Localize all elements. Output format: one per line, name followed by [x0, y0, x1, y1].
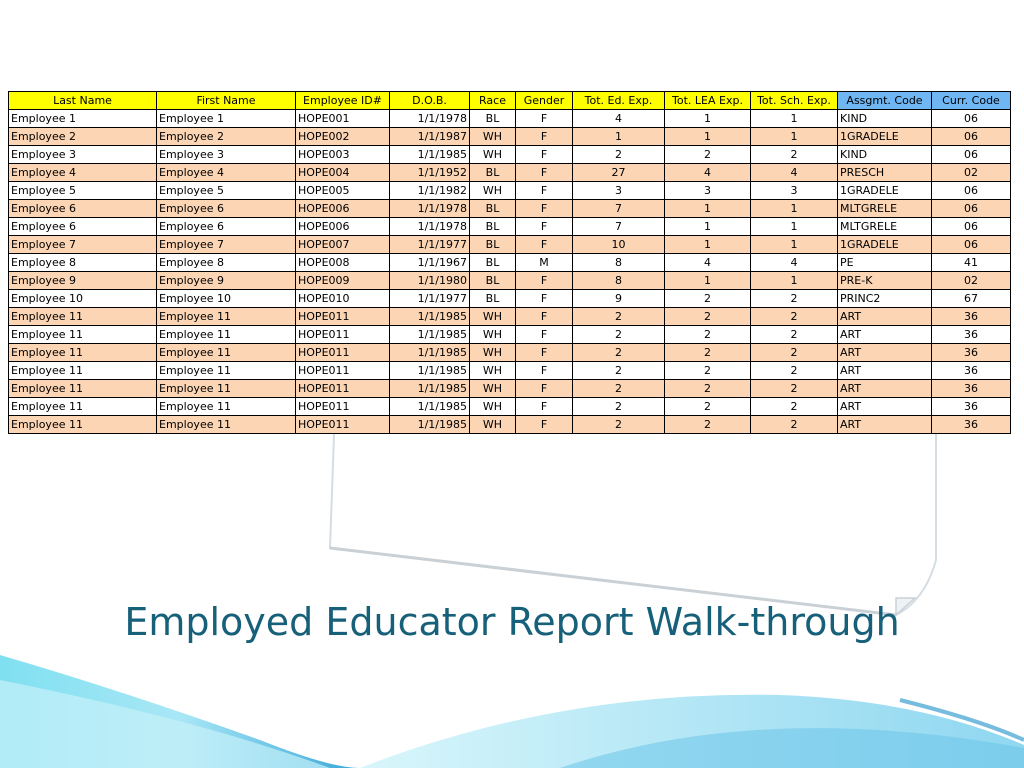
table-cell: F — [516, 290, 573, 308]
table-cell: 2 — [573, 344, 665, 362]
table-cell: 1/1/1985 — [390, 326, 470, 344]
table-cell: 2 — [665, 146, 751, 164]
table-row — [9, 146, 1011, 164]
table-cell: MLTGRELE — [838, 200, 932, 218]
table-cell: 1/1/1978 — [390, 110, 470, 128]
table-cell: 1GRADELE — [838, 182, 932, 200]
table-row — [9, 272, 1011, 290]
column-header: Assgmt. Code — [838, 92, 932, 110]
table-cell: 2 — [573, 380, 665, 398]
table-cell: F — [516, 362, 573, 380]
table-cell: 2 — [665, 362, 751, 380]
table-cell: HOPE010 — [296, 290, 390, 308]
table-cell: 9 — [573, 290, 665, 308]
table-cell: Employee 11 — [9, 380, 157, 398]
table-cell: WH — [470, 128, 516, 146]
table-cell: Employee 5 — [157, 182, 296, 200]
table-cell: Employee 11 — [157, 362, 296, 380]
table-row — [9, 128, 1011, 146]
table-cell: 1 — [751, 272, 838, 290]
table-cell: 2 — [665, 416, 751, 434]
table-cell: Employee 6 — [157, 218, 296, 236]
table-row — [9, 164, 1011, 182]
table-cell: Employee 1 — [157, 110, 296, 128]
table-row — [9, 110, 1011, 128]
table-cell: 36 — [932, 398, 1011, 416]
table-cell: 2 — [665, 344, 751, 362]
column-header: Employee ID# — [296, 92, 390, 110]
table-cell: 1/1/1978 — [390, 200, 470, 218]
table-cell: ART — [838, 398, 932, 416]
table-cell: ART — [838, 308, 932, 326]
table-row — [9, 326, 1011, 344]
table-cell: HOPE011 — [296, 326, 390, 344]
table-row — [9, 254, 1011, 272]
table-row — [9, 380, 1011, 398]
table-cell: F — [516, 146, 573, 164]
header-row — [9, 92, 1011, 110]
table-row — [9, 362, 1011, 380]
table-cell: 06 — [932, 110, 1011, 128]
table-cell: 2 — [665, 380, 751, 398]
table-cell: Employee 9 — [9, 272, 157, 290]
table-cell: 1 — [665, 110, 751, 128]
table-cell: 1 — [665, 128, 751, 146]
table-cell: 1GRADELE — [838, 128, 932, 146]
table-cell: WH — [470, 326, 516, 344]
table-row — [9, 398, 1011, 416]
table-cell: 1/1/1985 — [390, 146, 470, 164]
wave-graphic — [0, 655, 1024, 768]
table-cell: ART — [838, 344, 932, 362]
table-cell: 1/1/1985 — [390, 416, 470, 434]
table-cell: WH — [470, 380, 516, 398]
table-cell: Employee 11 — [157, 380, 296, 398]
table-cell: 67 — [932, 290, 1011, 308]
table-cell: HOPE003 — [296, 146, 390, 164]
table-cell: Employee 11 — [9, 362, 157, 380]
table-cell: 2 — [573, 308, 665, 326]
table-cell: 2 — [751, 416, 838, 434]
table-cell: 2 — [751, 326, 838, 344]
column-header: Tot. Sch. Exp. — [751, 92, 838, 110]
table-cell: 2 — [573, 398, 665, 416]
table-cell: 1 — [665, 200, 751, 218]
table-cell: Employee 11 — [157, 416, 296, 434]
table-cell: F — [516, 326, 573, 344]
table-cell: ART — [838, 362, 932, 380]
table-cell: 1 — [751, 200, 838, 218]
column-header: Curr. Code — [932, 92, 1011, 110]
table-cell: PRESCH — [838, 164, 932, 182]
table-cell: Employee 4 — [157, 164, 296, 182]
table-cell: Employee 2 — [157, 128, 296, 146]
table-cell: 10 — [573, 236, 665, 254]
table-cell: F — [516, 164, 573, 182]
table-cell: HOPE007 — [296, 236, 390, 254]
table-cell: F — [516, 128, 573, 146]
column-header: First Name — [157, 92, 296, 110]
table-cell: PE — [838, 254, 932, 272]
table-cell: 06 — [932, 182, 1011, 200]
table-cell: 1/1/1980 — [390, 272, 470, 290]
table-cell: 1/1/1977 — [390, 236, 470, 254]
table-cell: 1/1/1967 — [390, 254, 470, 272]
table-cell: BL — [470, 164, 516, 182]
table-cell: PRE-K — [838, 272, 932, 290]
table-cell: 8 — [573, 272, 665, 290]
table-cell: ART — [838, 326, 932, 344]
table-cell: 2 — [573, 326, 665, 344]
table-cell: 1 — [751, 236, 838, 254]
table-cell: 4 — [751, 254, 838, 272]
table-cell: KIND — [838, 146, 932, 164]
table-cell: Employee 6 — [157, 200, 296, 218]
table-cell: 1 — [751, 128, 838, 146]
table-cell: Employee 7 — [157, 236, 296, 254]
table-cell: HOPE011 — [296, 416, 390, 434]
table-cell: Employee 7 — [9, 236, 157, 254]
table-cell: 41 — [932, 254, 1011, 272]
table-cell: 06 — [932, 218, 1011, 236]
table-cell: 06 — [932, 236, 1011, 254]
column-header: Race — [470, 92, 516, 110]
table-cell: HOPE011 — [296, 398, 390, 416]
table-cell: BL — [470, 290, 516, 308]
table-cell: Employee 3 — [157, 146, 296, 164]
table-cell: Employee 3 — [9, 146, 157, 164]
table-cell: 36 — [932, 344, 1011, 362]
table-cell: M — [516, 254, 573, 272]
table-cell: Employee 11 — [9, 308, 157, 326]
table-cell: 4 — [665, 254, 751, 272]
table-row — [9, 290, 1011, 308]
table-cell: 36 — [932, 326, 1011, 344]
table-cell: 36 — [932, 308, 1011, 326]
table-cell: HOPE011 — [296, 344, 390, 362]
table-cell: 2 — [573, 416, 665, 434]
table-cell: BL — [470, 254, 516, 272]
table-cell: Employee 2 — [9, 128, 157, 146]
table-cell: Employee 5 — [9, 182, 157, 200]
table-cell: 2 — [573, 146, 665, 164]
table-cell: 06 — [932, 200, 1011, 218]
table-cell: 27 — [573, 164, 665, 182]
table-cell: Employee 11 — [157, 308, 296, 326]
column-header: D.O.B. — [390, 92, 470, 110]
table-cell: F — [516, 398, 573, 416]
table-cell: 3 — [573, 182, 665, 200]
table-cell: 3 — [751, 182, 838, 200]
table-cell: 36 — [932, 416, 1011, 434]
table-cell: 2 — [665, 290, 751, 308]
table-cell: BL — [470, 110, 516, 128]
table-row — [9, 308, 1011, 326]
table-cell: 1/1/1985 — [390, 344, 470, 362]
table-cell: 2 — [751, 398, 838, 416]
table-cell: HOPE006 — [296, 218, 390, 236]
table-cell: F — [516, 218, 573, 236]
table-cell: HOPE009 — [296, 272, 390, 290]
table-cell: 1GRADELE — [838, 236, 932, 254]
table-cell: 1/1/1982 — [390, 182, 470, 200]
table-header — [9, 92, 1011, 110]
table-cell: Employee 9 — [157, 272, 296, 290]
table-cell: 1/1/1985 — [390, 398, 470, 416]
table-cell: F — [516, 200, 573, 218]
table-cell: HOPE011 — [296, 308, 390, 326]
table-cell: WH — [470, 362, 516, 380]
slide-title: Employed Educator Report Walk-through — [124, 600, 900, 644]
table-cell: 06 — [932, 128, 1011, 146]
column-header: Last Name — [9, 92, 157, 110]
table-cell: ART — [838, 416, 932, 434]
table-cell: HOPE002 — [296, 128, 390, 146]
column-header: Tot. LEA Exp. — [665, 92, 751, 110]
table-cell: ART — [838, 380, 932, 398]
table-cell: WH — [470, 416, 516, 434]
table-cell: 1/1/1985 — [390, 362, 470, 380]
column-header: Gender — [516, 92, 573, 110]
table-cell: 2 — [751, 362, 838, 380]
table-row — [9, 182, 1011, 200]
table-cell: F — [516, 308, 573, 326]
table-cell: BL — [470, 200, 516, 218]
table-cell: 2 — [751, 290, 838, 308]
table-cell: 3 — [665, 182, 751, 200]
table-cell: Employee 6 — [9, 218, 157, 236]
table-cell: Employee 6 — [9, 200, 157, 218]
table-cell: 1 — [751, 110, 838, 128]
table-cell: Employee 11 — [9, 398, 157, 416]
table-cell: Employee 8 — [9, 254, 157, 272]
table-cell: 1 — [665, 236, 751, 254]
table-cell: HOPE005 — [296, 182, 390, 200]
table-cell: 2 — [665, 398, 751, 416]
table-cell: Employee 11 — [9, 326, 157, 344]
table-row — [9, 416, 1011, 434]
table-cell: F — [516, 236, 573, 254]
table-cell: 1 — [751, 218, 838, 236]
table-cell: F — [516, 380, 573, 398]
table-cell: F — [516, 344, 573, 362]
table-body — [9, 110, 1011, 434]
table-cell: KIND — [838, 110, 932, 128]
table-cell: HOPE006 — [296, 200, 390, 218]
table-cell: Employee 8 — [157, 254, 296, 272]
table-cell: 2 — [573, 362, 665, 380]
table-cell: MLTGRELE — [838, 218, 932, 236]
table-cell: 1/1/1977 — [390, 290, 470, 308]
table-cell: 7 — [573, 200, 665, 218]
table-cell: WH — [470, 146, 516, 164]
table-cell: 1/1/1978 — [390, 218, 470, 236]
table-cell: 7 — [573, 218, 665, 236]
table-cell: BL — [470, 272, 516, 290]
table-cell: 2 — [751, 380, 838, 398]
table-cell: Employee 11 — [157, 398, 296, 416]
table-cell: WH — [470, 344, 516, 362]
table-cell: WH — [470, 182, 516, 200]
table-cell: HOPE008 — [296, 254, 390, 272]
table-row — [9, 344, 1011, 362]
table-cell: 2 — [751, 146, 838, 164]
table-cell: PRINC2 — [838, 290, 932, 308]
table-cell: Employee 1 — [9, 110, 157, 128]
table-cell: 2 — [751, 344, 838, 362]
table-cell: 1/1/1985 — [390, 380, 470, 398]
table-cell: Employee 11 — [9, 344, 157, 362]
column-header: Tot. Ed. Exp. — [573, 92, 665, 110]
table-cell: Employee 10 — [9, 290, 157, 308]
table-cell: 2 — [665, 326, 751, 344]
table-cell: HOPE011 — [296, 362, 390, 380]
table-cell: 4 — [751, 164, 838, 182]
table-cell: F — [516, 110, 573, 128]
table-cell: Employee 10 — [157, 290, 296, 308]
table-cell: 36 — [932, 380, 1011, 398]
table-cell: F — [516, 416, 573, 434]
table-row — [9, 236, 1011, 254]
table-cell: 1/1/1985 — [390, 308, 470, 326]
table-cell: 06 — [932, 146, 1011, 164]
table-cell: Employee 11 — [157, 326, 296, 344]
table-cell: Employee 11 — [9, 416, 157, 434]
table-cell: 2 — [665, 308, 751, 326]
table-row — [9, 218, 1011, 236]
table-cell: 02 — [932, 164, 1011, 182]
table-cell: Employee 11 — [157, 344, 296, 362]
employee-table — [8, 91, 1011, 434]
table-cell: 4 — [665, 164, 751, 182]
table-cell: 2 — [751, 308, 838, 326]
table-cell: F — [516, 182, 573, 200]
table-cell: HOPE004 — [296, 164, 390, 182]
table-cell: BL — [470, 218, 516, 236]
table-cell: 1 — [665, 272, 751, 290]
table-cell: 8 — [573, 254, 665, 272]
table-cell: WH — [470, 308, 516, 326]
table-cell: HOPE001 — [296, 110, 390, 128]
table-cell: HOPE011 — [296, 380, 390, 398]
table-row — [9, 200, 1011, 218]
table-cell: 36 — [932, 362, 1011, 380]
table-cell: Employee 4 — [9, 164, 157, 182]
table-cell: 4 — [573, 110, 665, 128]
table-cell: 1 — [665, 218, 751, 236]
table-cell: F — [516, 272, 573, 290]
table-cell: 1/1/1987 — [390, 128, 470, 146]
table-cell: 1/1/1952 — [390, 164, 470, 182]
table-cell: BL — [470, 236, 516, 254]
table-cell: 1 — [573, 128, 665, 146]
table-cell: WH — [470, 398, 516, 416]
table-cell: 02 — [932, 272, 1011, 290]
